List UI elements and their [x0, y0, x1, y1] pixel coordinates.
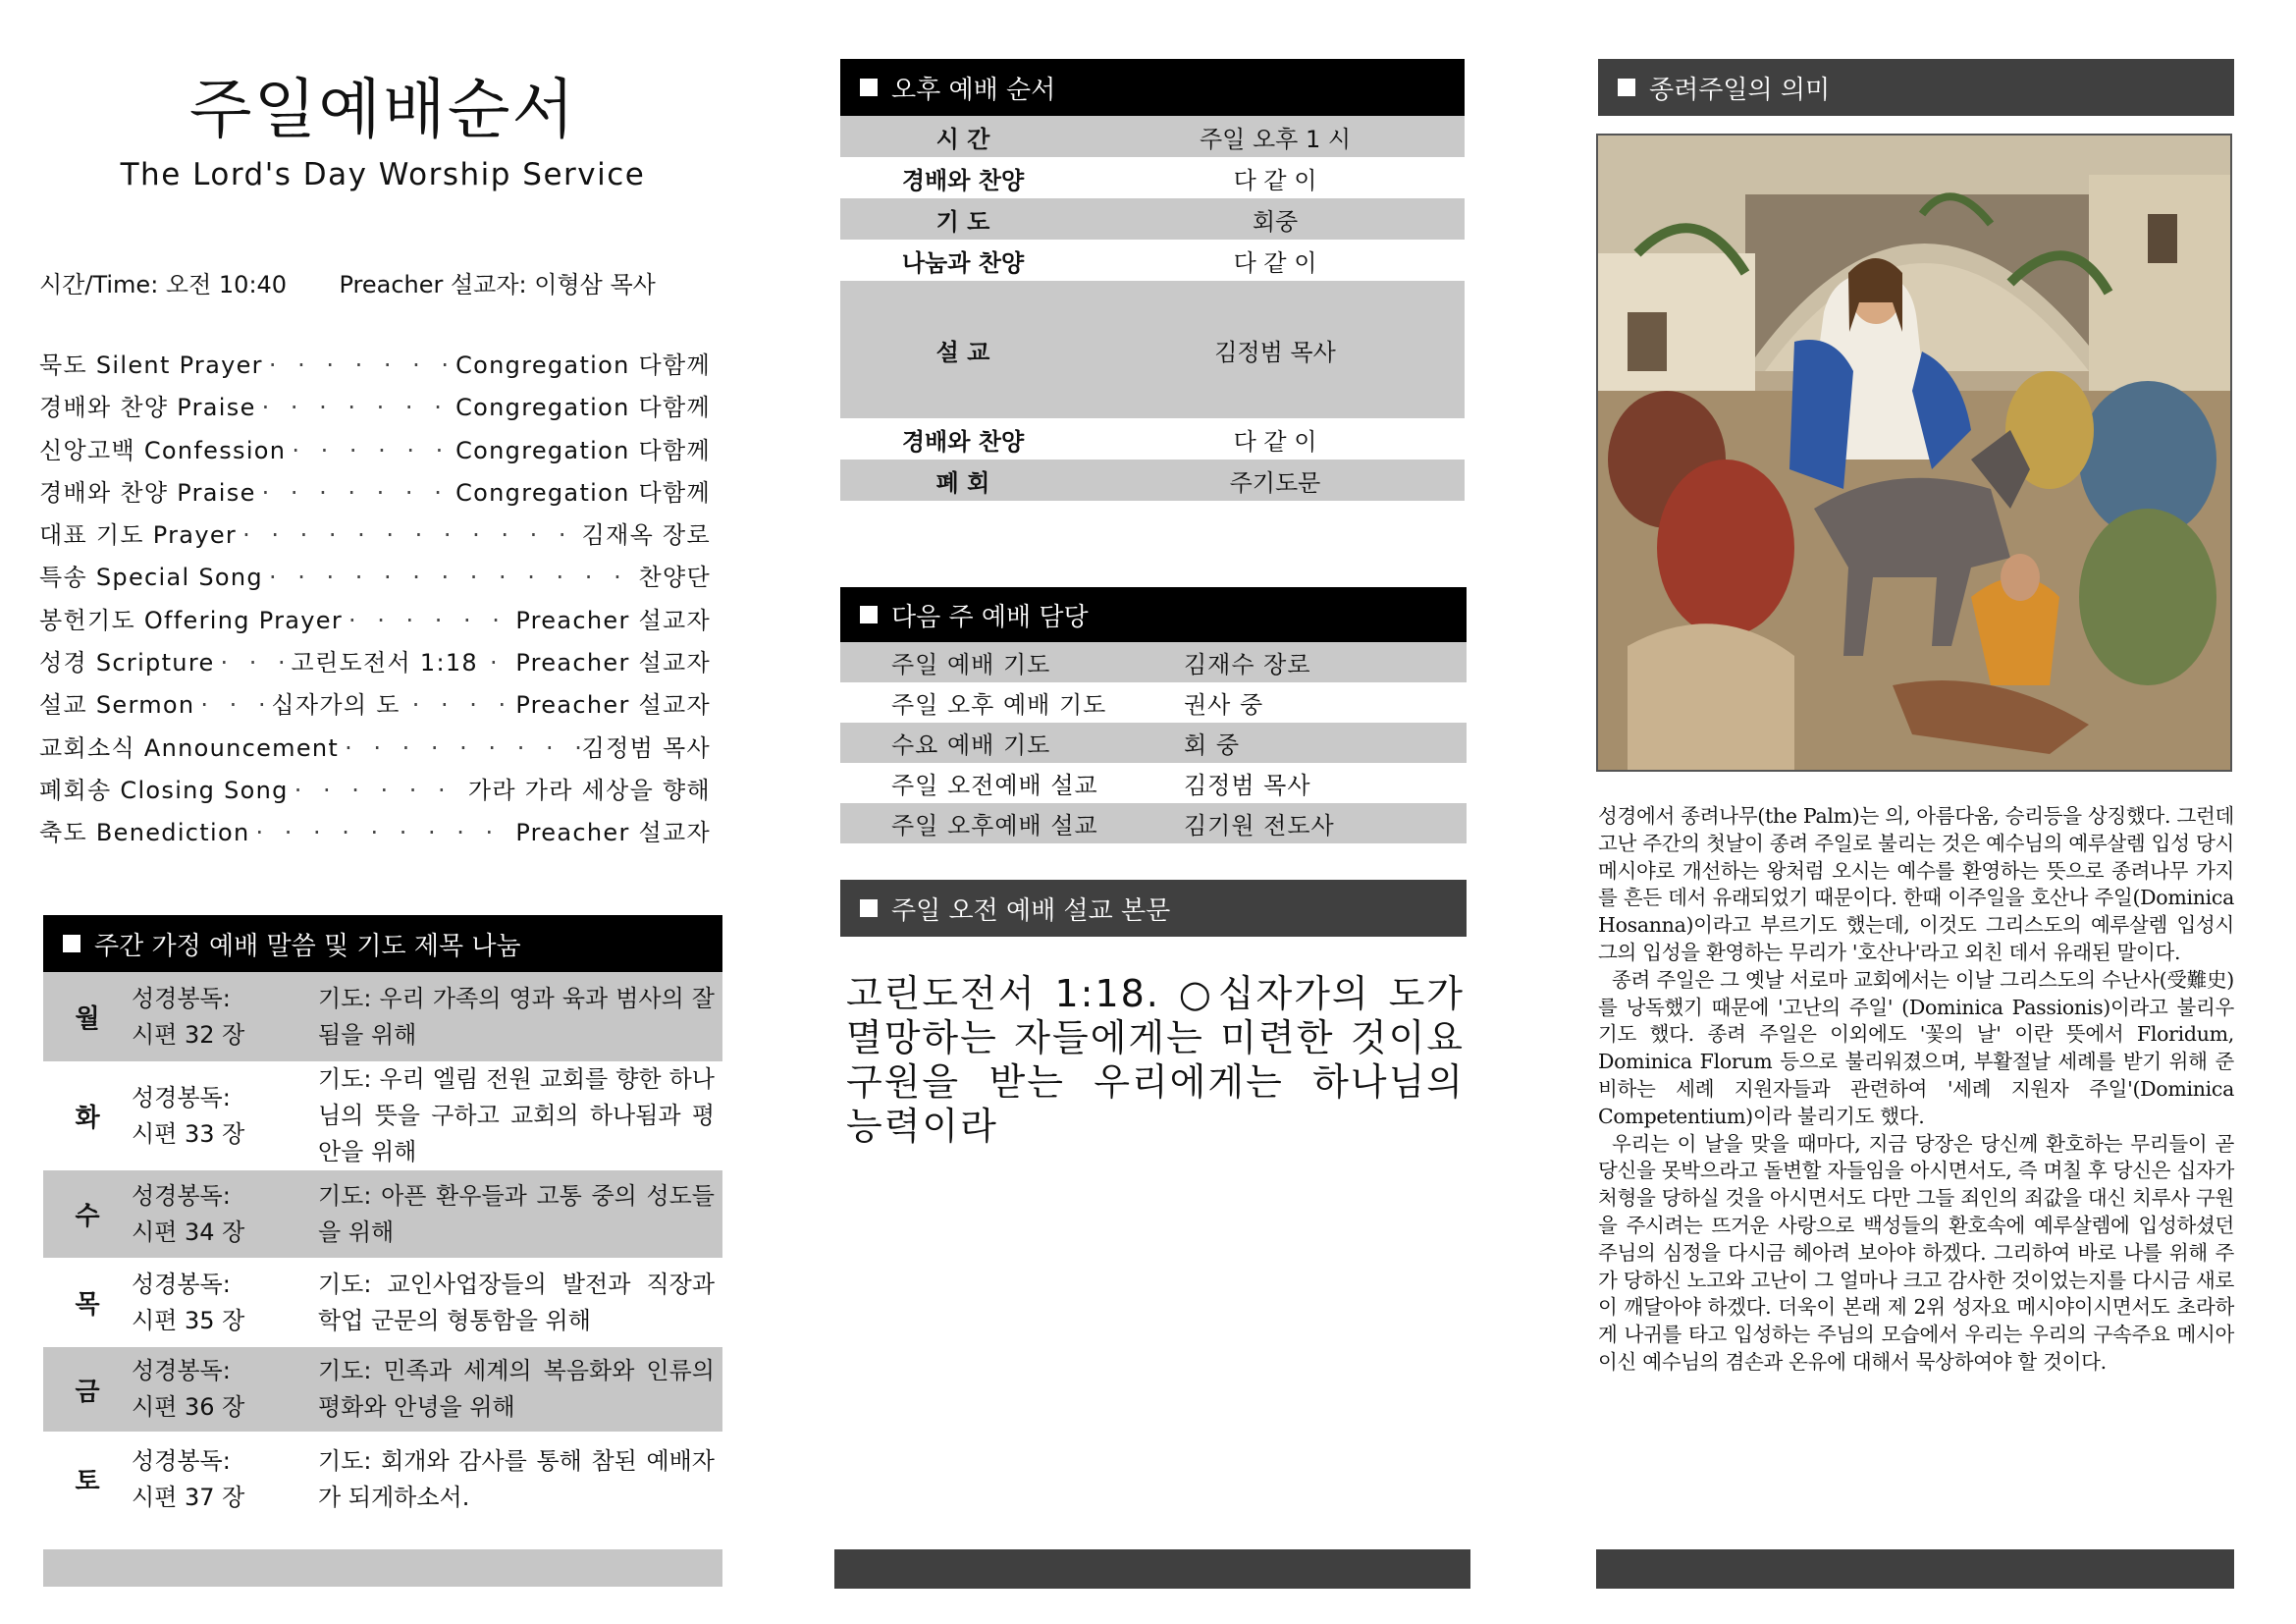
- square-bullet-icon: [63, 935, 80, 952]
- palm-sunday-article: [1598, 803, 2234, 1377]
- table-row: 기 도 회중: [840, 198, 1465, 240]
- table-row: [43, 1061, 722, 1170]
- table-row: 설 교 김정범 목사: [840, 281, 1465, 418]
- table-row: [43, 1258, 722, 1347]
- table-row: 경배와 찬양 다 같 이: [901, 166, 1317, 194]
- bible-cell: 성경봉독: 시편 33 장: [132, 1083, 245, 1148]
- palm-heading: 종려주일의 의미: [1649, 75, 1831, 105]
- table-row: 폐 회 주기도문: [840, 460, 1465, 501]
- order-item: 특송 Special Song · · · 찬양단: [39, 558, 711, 600]
- order-item: 묵도 Silent Prayer · · · Congregation 다함께: [39, 346, 711, 388]
- table-row: 주일 오후예배 설교 김기원 전도사: [840, 803, 1467, 843]
- bible-cell: 성경봉독: 시편 36 장: [132, 1347, 318, 1432]
- afternoon-heading: 오후 예배 순서: [891, 75, 1056, 105]
- palm-sunday-painting-icon: [1598, 135, 2230, 770]
- prayer-cell: 기도: 우리 엘림 전원 교회를 향한 하나님의 뜻을 구하고 교회의 하나됨과 평안을 위해: [318, 1065, 715, 1165]
- order-item: 교회소식 Announcement · · · 김정범 목사: [39, 729, 711, 771]
- bible-cell: 성경봉독: 시편 35 장: [132, 1270, 245, 1334]
- next-week-heading: 다음 주 예배 담당: [891, 602, 1089, 632]
- article-paragraph: 성경에서 종려나무(the Palm)는 의, 아름다움, 승리등을 상징했다. 그런데 고난 주간의 첫날이 종려 주일로 불리는 것은 예수님의 예루살렘 입성 당시 메시야로 개선하는 왕처럼 오시는 예수를 환영하는 뜻으로 종려나무 가지를 흔든 데서 유래되었기 때문이다. 한때 이주일을 호산나 주일(Dominica Hosanna)이라고 부르기도 했는데, 이것도 그리스도의 예루살렘 입성시 그의 입성을 환영하는 무리가 '호산나'라고 외친 데서 유래된 말이다.: [1598, 804, 2234, 964]
- table-row: 주일 예배 기도 김재수 장로: [840, 642, 1467, 682]
- next-week-duty-table: [840, 642, 1467, 843]
- sermon-text-heading-bar: [840, 880, 1467, 937]
- sermon-verse: 고린도전서 1:18. ○십자가의 도가 멸망하는 자들에게는 미련한 것이요 구원을 받는 우리에게는 하나님의 능력이라: [846, 972, 1465, 1148]
- bible-cell: 성경봉독: 시편 32 장: [132, 972, 318, 1061]
- weekly-prayer-table: [43, 972, 722, 1527]
- order-item: 성경 Scripture · · · 고린도전서 1:18 · · · Preacher 설교자: [39, 643, 711, 685]
- afternoon-service-table: [840, 116, 1465, 501]
- table-row: [43, 1170, 722, 1258]
- square-bullet-icon: [860, 606, 878, 623]
- prayer-cell: 기도: 회개와 감사를 통해 참된 예배자가 되게하소서.: [318, 1446, 715, 1511]
- order-item: 신앙고백 Confession · · · Congregation 다함께: [39, 431, 711, 473]
- day-cell: 목: [75, 1290, 100, 1320]
- prayer-cell: 기도: 아픈 환우들과 고통 중의 성도들을 위해: [318, 1170, 722, 1258]
- table-row: 수요 예배 기도 회 중: [840, 723, 1467, 763]
- page-title: 주일예배순서: [188, 72, 577, 147]
- article-paragraph: 우리는 이 날을 맞을 때마다, 지금 당장은 당신께 환호하는 무리들이 곧 당신을 못박으라고 돌변할 자들임을 아시면서도, 즉 며칠 후 당신은 십자가 처형을 당하실 것을 아시면서도 다만 그들 죄인의 죄값을 대신 치루사 구원을 주시려는 뜨거운 사랑으로 백성들의 환호속에 예루살렘에 입성하셨던 주님의 심정을 다시금 헤아려 보아야 하겠다. 그리하여 바로 나를 위해 주가 당하신 노고와 고난이 그 얼마나 크고 감사한 것이었는지를 다시금 새로이 깨달아야 하겠다. 더욱이 본래 제 2위 성자요 메시야이시면서도 초라하게 나귀를 타고 입성하는 주님의 모습에서 우리는 우리의 구속주요 메시아이신 예수님의 겸손과 온유에 대해서 묵상하여야 할 것이다.: [1598, 1131, 2234, 1374]
- day-cell: 화: [75, 1104, 100, 1133]
- square-bullet-icon: [860, 79, 878, 96]
- table-row: 시 간 주일 오후 1 시: [840, 116, 1465, 157]
- order-item: 봉헌기도 Offering Prayer · · · Preacher 설교자: [39, 601, 711, 643]
- column3-footer-bar: [1596, 1549, 2234, 1589]
- prayer-cell: 기도: 우리 가족의 영과 육과 범사의 잘됨을 위해: [318, 972, 722, 1061]
- day-cell: 금: [43, 1347, 132, 1432]
- weekly-heading-bar: [43, 915, 722, 972]
- weekly-footer-bar: [43, 1549, 722, 1587]
- next-week-heading-bar: [840, 587, 1467, 642]
- day-cell: 월: [43, 972, 132, 1061]
- afternoon-heading-bar: [840, 59, 1465, 116]
- table-row: 주일 오전예배 설교 김정범 목사: [891, 772, 1311, 799]
- page-subtitle: The Lord's Day Worship Service: [120, 157, 646, 192]
- weekly-heading: 주간 가정 예배 말씀 및 기도 제목 나눔: [94, 931, 521, 961]
- day-cell: 수: [43, 1170, 132, 1258]
- table-row: [43, 1432, 722, 1527]
- order-item: 경배와 찬양 Praise · · · Congregation 다함께: [39, 388, 711, 430]
- palm-heading-bar: [1598, 59, 2234, 116]
- order-item: 설교 Sermon · · · 십자가의 도 · · · Preacher 설교자: [39, 685, 711, 728]
- time-preacher-line: 시간/Time: 오전 10:40 Preacher 설교자: 이형삼 목사: [39, 271, 656, 298]
- bible-cell: 성경봉독: 시편 34 장: [132, 1170, 318, 1258]
- sermon-text-heading: 주일 오전 예배 설교 본문: [891, 895, 1171, 926]
- bible-cell: 성경봉독: 시편 37 장: [132, 1446, 245, 1511]
- article-paragraph: 종려 주일은 그 옛날 서로마 교회에서는 이날 그리스도의 수난사(受難史)를 낭독했기 때문에 '고난의 주일' (Dominica Passionis)이라고 불리우기도 했다. 종려 주일은 이외에도 '꽃의 날' 이란 뜻에서 Floridum, Dominica Florum 등으로 불리워졌으며, 부활절날 세례를 받기 위해 준비하는 세례 지원자들과 관련하여 '세례 지원자 주일'(Dominica Competentium)이라 불리기도 했다.: [1598, 967, 2234, 1128]
- square-bullet-icon: [1618, 79, 1635, 96]
- table-row: 경배와 찬양 다 같 이: [901, 427, 1317, 456]
- table-row: [43, 1347, 722, 1432]
- service-order-list: [39, 346, 711, 856]
- square-bullet-icon: [860, 899, 878, 917]
- table-row: 나눔과 찬양 다 같 이: [901, 248, 1317, 277]
- order-item: 폐회송 Closing Song · · · 가라 가라 세상을 향해: [39, 771, 711, 813]
- palm-sunday-illustration: [1596, 134, 2232, 772]
- day-cell: 토: [75, 1467, 100, 1496]
- prayer-cell: 기도: 민족과 세계의 복음화와 인류의 평화와 안녕을 위해: [318, 1347, 722, 1432]
- order-item: 대표 기도 Prayer · · · 김재옥 장로: [39, 515, 711, 558]
- order-item: 축도 Benediction · · · Preacher 설교자: [39, 813, 711, 855]
- prayer-cell: 기도: 교인사업장들의 발전과 직장과 학업 군문의 형통함을 위해: [318, 1270, 715, 1334]
- table-row: 주일 오후 예배 기도 권사 중: [891, 691, 1264, 719]
- order-item: 경배와 찬양 Praise · · · Congregation 다함께: [39, 473, 711, 515]
- table-row: [43, 972, 722, 1061]
- column2-footer-bar: [834, 1549, 1470, 1589]
